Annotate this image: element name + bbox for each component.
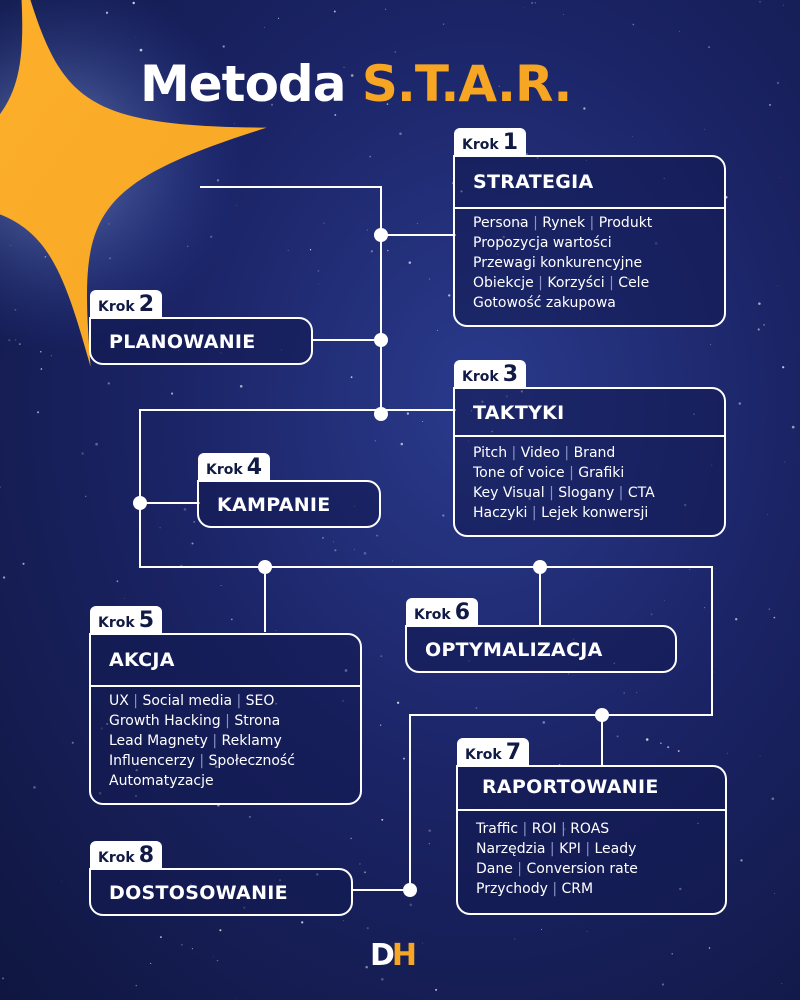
item: | Rynek	[529, 215, 585, 231]
item: Traffic	[476, 821, 519, 837]
step-number: 8	[138, 843, 154, 868]
step-keyword: Krok	[465, 747, 502, 763]
item: | Strona	[221, 713, 280, 729]
step-keyword: Krok	[206, 462, 243, 478]
item: | KPI	[545, 841, 580, 857]
item: Obiekcje	[473, 275, 534, 291]
title-main: Metoda	[140, 55, 346, 113]
box-divider	[455, 435, 724, 437]
step-number: 7	[505, 740, 521, 765]
step-keyword: Krok	[462, 369, 499, 385]
step-keyword: Krok	[414, 607, 451, 623]
item: | Korzyści	[534, 275, 605, 291]
step-1-box	[453, 155, 726, 327]
step-number: 3	[502, 362, 518, 387]
item: | Reklamy	[208, 733, 282, 749]
connector-node	[374, 228, 388, 242]
step-3-badge	[454, 360, 526, 388]
step-4-badge	[198, 453, 270, 481]
step-8-box	[89, 868, 353, 916]
item: | CTA	[614, 485, 654, 501]
step-8-badge	[90, 841, 162, 869]
step-keyword: Krok	[98, 850, 135, 866]
step-6-badge	[406, 598, 478, 626]
item: Growth Hacking	[109, 713, 221, 729]
step-name: PLANOWANIE	[109, 331, 256, 353]
item: | ROI	[518, 821, 557, 837]
item: Key Visual	[473, 485, 545, 501]
item: | Produkt	[585, 215, 652, 231]
item: Haczyki	[473, 505, 528, 521]
item: | Lejek konwersji	[527, 505, 648, 521]
item: Przychody	[476, 881, 548, 897]
step-keyword: Krok	[462, 137, 499, 153]
step-items	[476, 819, 721, 899]
step-2-box	[89, 317, 313, 365]
step-number: 2	[138, 292, 154, 317]
item: | CRM	[548, 881, 593, 897]
step-name: RAPORTOWANIE	[482, 776, 659, 798]
box-divider	[455, 207, 724, 209]
box-divider	[458, 809, 725, 811]
step-items	[473, 213, 718, 313]
item: Gotowość zakupowa	[473, 295, 616, 311]
step-items	[109, 691, 354, 791]
item: Persona	[473, 215, 529, 231]
step-number: 1	[502, 130, 518, 155]
connector-node	[595, 708, 609, 722]
step-2-badge	[90, 290, 162, 318]
item: | Leady	[581, 841, 637, 857]
step-5-box	[89, 633, 362, 805]
connector-node	[258, 560, 272, 574]
step-3-box	[453, 387, 726, 537]
box-divider	[91, 685, 360, 687]
step-name: KAMPANIE	[217, 494, 331, 516]
item: Przewagi konkurencyjne	[473, 255, 643, 271]
item: | Społeczność	[195, 753, 295, 769]
step-name: DOSTOSOWANIE	[109, 882, 288, 904]
item: Pitch	[473, 445, 508, 461]
title-accent: S.T.A.R.	[361, 55, 572, 113]
item: Propozycja wartości	[473, 235, 612, 251]
connector-node	[403, 883, 417, 897]
item: | Cele	[605, 275, 650, 291]
step-5-badge	[90, 606, 162, 634]
connector-node	[133, 496, 147, 510]
logo-letter-h: H	[391, 938, 415, 973]
item: UX	[109, 693, 129, 709]
item: Automatyzacje	[109, 773, 214, 789]
connector-node	[533, 560, 547, 574]
step-7-badge	[457, 738, 529, 766]
step-keyword: Krok	[98, 615, 135, 631]
brand-logo	[370, 938, 414, 973]
logo-letter-d: D	[370, 938, 392, 973]
step-4-box	[197, 480, 381, 528]
item: | Social media	[129, 693, 232, 709]
step-6-box	[405, 625, 677, 673]
step-name: STRATEGIA	[473, 171, 594, 193]
item: | ROAS	[557, 821, 610, 837]
item: Narzędzia	[476, 841, 546, 857]
step-name: OPTYMALIZACJA	[425, 639, 603, 661]
step-name: AKCJA	[109, 649, 175, 671]
step-1-badge	[454, 128, 526, 156]
item: Tone of voice	[473, 465, 565, 481]
step-number: 4	[246, 455, 262, 480]
step-7-box	[456, 765, 727, 915]
connector-node	[374, 407, 388, 421]
step-items	[473, 443, 718, 523]
step-keyword: Krok	[98, 299, 135, 315]
step-number: 5	[138, 608, 154, 633]
step-name: TAKTYKI	[473, 402, 565, 424]
step-number: 6	[454, 600, 470, 625]
item: | Conversion rate	[513, 861, 638, 877]
item: Dane	[476, 861, 513, 877]
item: | Brand	[560, 445, 615, 461]
item: Lead Magnety	[109, 733, 208, 749]
item: | Grafiki	[565, 465, 625, 481]
connector-node	[374, 333, 388, 347]
item: | Video	[507, 445, 560, 461]
page-title	[140, 55, 571, 113]
item: Influencerzy	[109, 753, 195, 769]
item: | Slogany	[545, 485, 615, 501]
item: | SEO	[232, 693, 274, 709]
